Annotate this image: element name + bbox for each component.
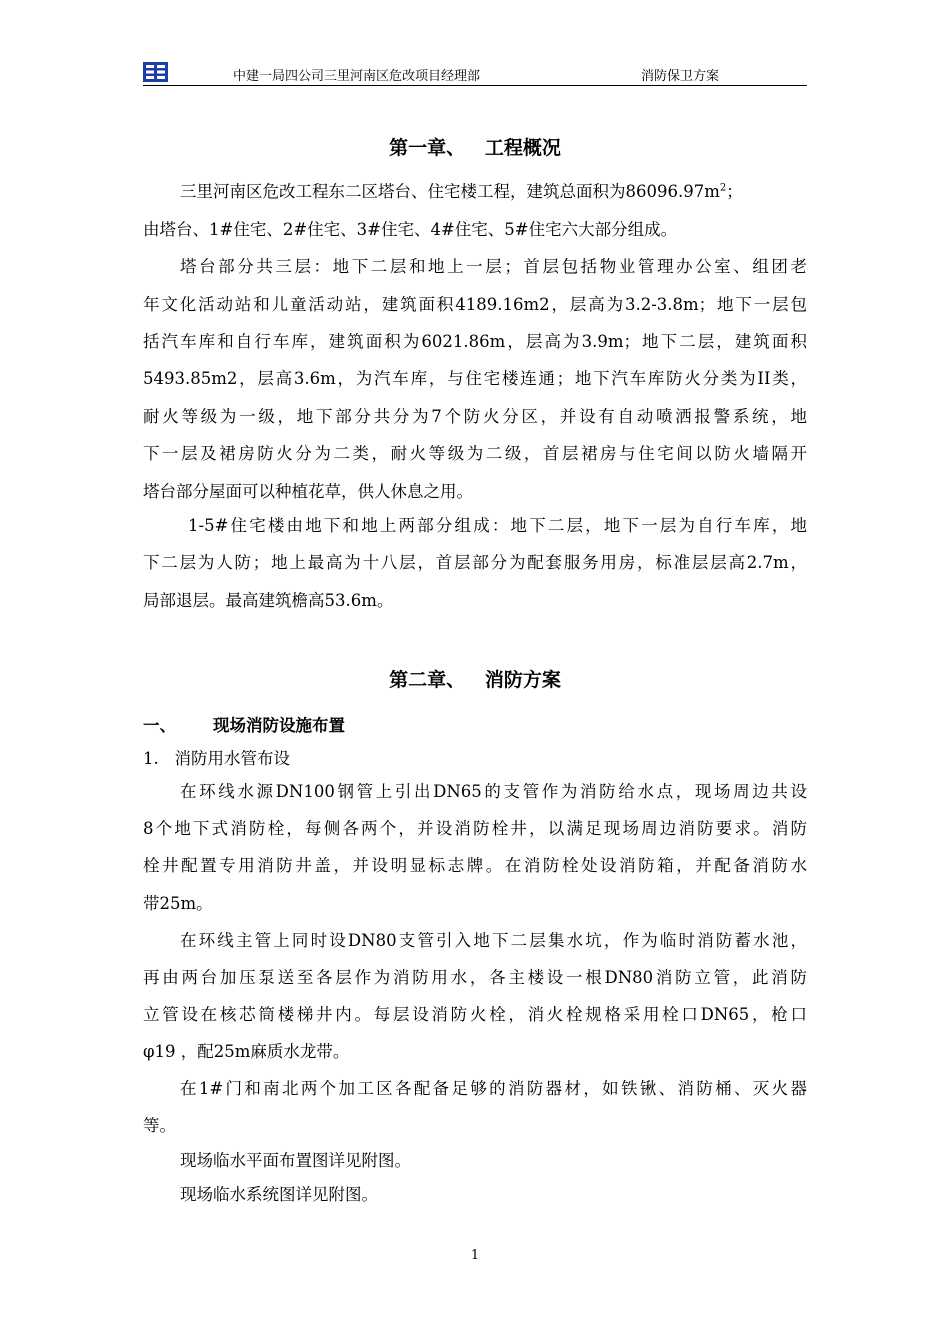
header-doc-title: 消防保卫方案	[641, 69, 720, 84]
ch1-p1-line1: 三里河南区危改工程东二区塔台、住宅楼工程，建筑总面积为$86096.97m^2$；	[180, 182, 743, 201]
chapter-1-heading: 第一章、 工程概况	[389, 137, 561, 159]
ch1-p2-line5: 耐火等级为一级，地下部分共分为7个防火分区，并设有自动喷洒报警系统，地	[143, 407, 807, 426]
header-organization: 中建一局四公司三里河南区危改项目经理部	[233, 69, 481, 84]
ch1-p2-line6: 下一层及裙房防火分为二类，耐火等级为二级，首层裙房与住宅间以防火墙隔开	[143, 444, 807, 463]
section-1-number: 一、	[143, 716, 176, 735]
ch1-p3-line2: 下二层为人防；地上最高为十八层，首层部分为配套服务用房，标准层层高2.7m，	[143, 553, 807, 572]
ch2-p1-line1: 在环线水源DN100钢管上引出DN65的支管作为消防给水点，现场周边共设	[180, 782, 807, 801]
ch2-p1-line3: 栓井配置专用消防井盖，并设明显标志牌。在消防栓处设消防箱，并配备消防水	[143, 856, 807, 875]
ch2-p2-line4: φ19 ，配25m麻质水龙带。	[143, 1042, 350, 1061]
ch2-p4: 现场临水平面布置图详见附图。	[180, 1151, 411, 1170]
ch2-p2-line3: 立管设在核芯筒楼梯井内。每层设消防火栓，消火栓规格采用栓口DN65，枪口	[143, 1005, 807, 1024]
page-header	[143, 58, 807, 86]
ch1-p2-line7: 塔台部分屋面可以种植花草，供人休息之用。	[143, 482, 473, 501]
company-logo	[143, 62, 168, 82]
ch2-p1-line4: 带25m。	[143, 894, 213, 913]
ch2-p2-line2: 再由两台加压泵送至各层作为消防用水，各主楼设一根DN80消防立管，此消防	[143, 968, 807, 987]
chapter-2-heading: 第二章、 消防方案	[389, 669, 561, 691]
ch2-p3-line1: 在1#门和南北两个加工区各配备足够的消防器材，如铁锹、消防桶、灭火器	[180, 1079, 807, 1098]
ch1-p2-line3: 括汽车库和自行车库，建筑面积为6021.86m，层高为3.9m；地下二层，建筑面积	[143, 332, 807, 351]
section-1-title: 现场消防设施布置	[213, 716, 345, 735]
page-number: 1	[470, 1248, 480, 1263]
ch1-p3-line3: 局部退层。最高建筑檐高53.6m。	[143, 591, 394, 610]
item-1-heading: 1. 消防用水管布设	[143, 749, 290, 768]
ch2-p5: 现场临水系统图详见附图。	[180, 1185, 378, 1204]
ch2-p2-line1: 在环线主管上同时设DN80支管引入地下二层集水坑，作为临时消防蓄水池，	[180, 931, 807, 950]
ch1-p1-line2: 由塔台、1#住宅、2#住宅、3#住宅、4#住宅、5#住宅六大部分组成。	[143, 220, 678, 239]
ch1-p2-line4: 5493.85m2，层高3.6m，为汽车库，与住宅楼连通；地下汽车库防火分类为II类，	[143, 369, 807, 388]
ch1-p2-line2: 年文化活动站和儿童活动站，建筑面积4189.16m2，层高为3.2-3.8m；地下一层包	[143, 295, 807, 314]
ch1-p2-line1: 塔台部分共三层：地下二层和地上一层；首层包括物业管理办公室、组团老	[180, 257, 807, 276]
ch2-p1-line2: 8个地下式消防栓，每侧各两个，并设消防栓井，以满足现场周边消防要求。消防	[143, 819, 807, 838]
ch1-p3-line1: 1-5#住宅楼由地下和地上两部分组成：地下二层，地下一层为自行车库，地	[188, 516, 807, 535]
ch2-p3-line2: 等。	[143, 1116, 176, 1135]
